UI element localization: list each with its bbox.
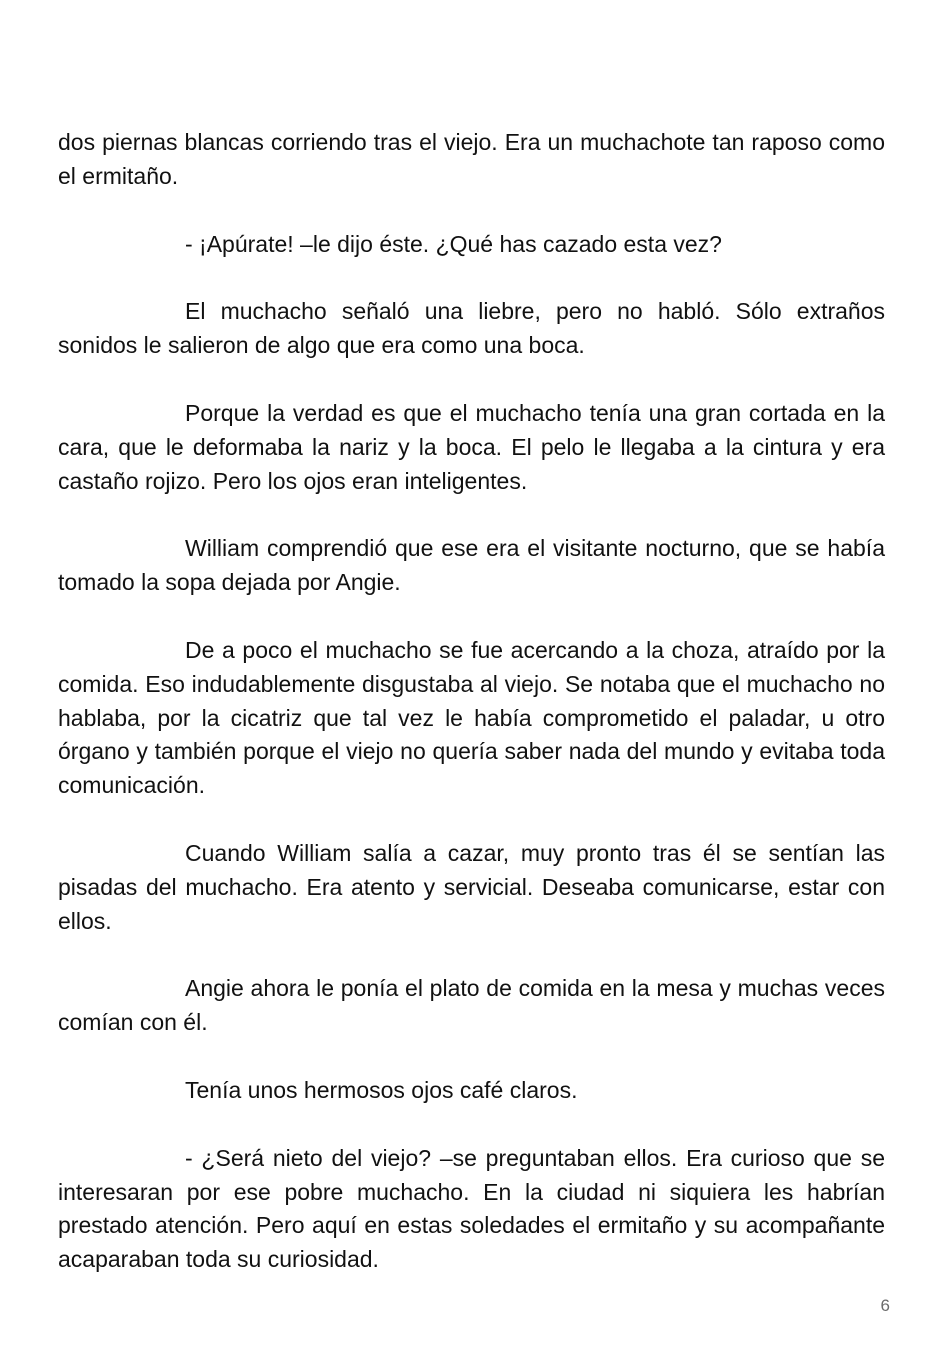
paragraph: Tenía unos hermosos ojos café claros. (185, 1076, 578, 1103)
paragraph: Cuando William salía a cazar, muy pronto tras él se sentían las pisadas del muchacho. Era atento y servicial. Deseaba comunicarse, estar con ellos. (58, 839, 885, 934)
body-text (58, 126, 885, 1311)
paragraph: William comprendió que ese era el visitante nocturno, que se había tomado la sopa dejada por Angie. (58, 535, 885, 596)
paragraph: dos piernas blancas corriendo tras el viejo. Era un muchachote tan raposo como el ermitaño. (58, 129, 885, 189)
paragraph: Angie ahora le ponía el plato de comida en la mesa y muchas veces comían con él. (58, 975, 885, 1036)
paragraph: El muchacho señaló una liebre, pero no habló. Sólo extraños sonidos le salieron de algo que era como una boca. (58, 298, 885, 359)
paragraph: - ¿Será nieto del viejo? –se preguntaban ellos. Era curioso que se interesaran por ese pobre muchacho. En la ciudad ni siquiera les habrían prestado atención. Pero aquí en estas soledades el ermitaño y su acompañante acaparaban toda su curiosidad. (58, 1144, 885, 1273)
paragraph: - ¡Apúrate! –le dijo éste. ¿Qué has cazado esta vez? (185, 230, 722, 257)
paragraph: De a poco el muchacho se fue acercando a la choza, atraído por la comida. Eso indudablemente disgustaba al viejo. Se notaba que el muchacho no hablaba, por la cicatriz que tal vez le había comprometido el paladar, u otro órgano y también porque el viejo no quería saber nada del mundo y evitaba toda comunicación. (58, 636, 885, 799)
paragraph: Porque la verdad es que el muchacho tenía una gran cortada en la cara, que le deformaba la nariz y la boca. El pelo le llegaba a la cintura y era castaño rojizo. Pero los ojos eran inteligentes. (58, 399, 885, 494)
page-number: 6 (880, 1296, 890, 1315)
